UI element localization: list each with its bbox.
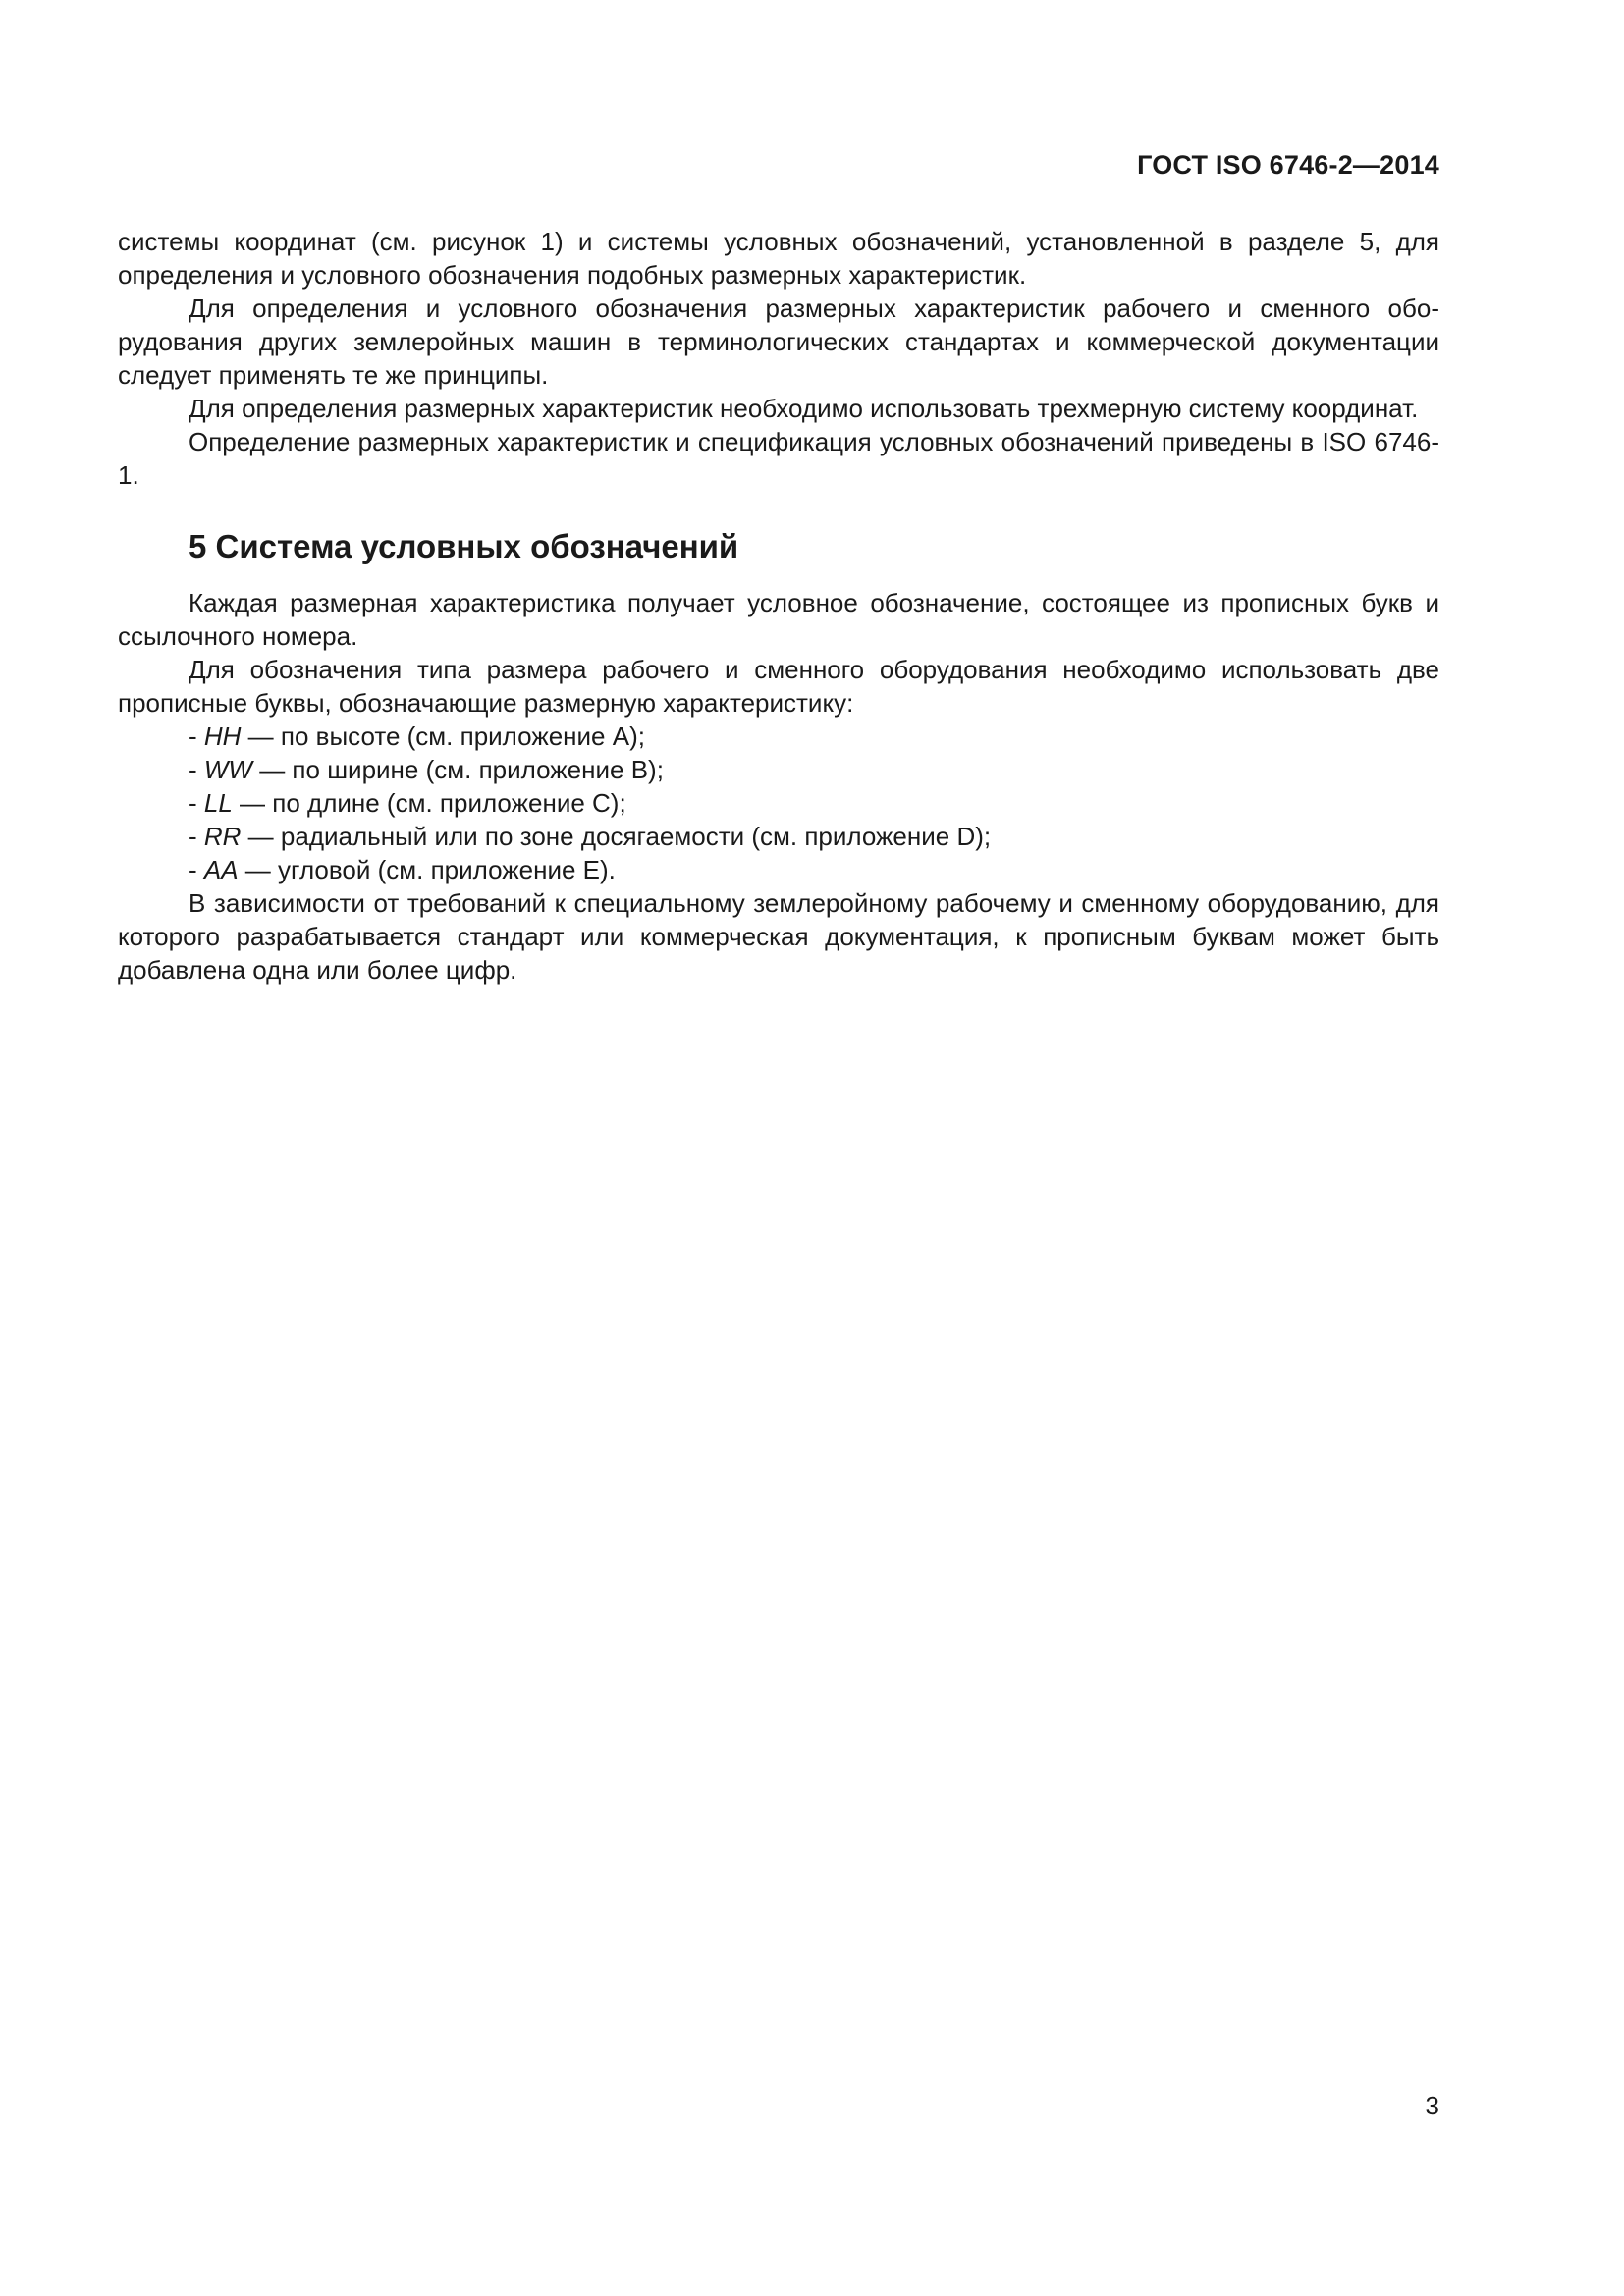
- document-header-id: ГОСТ ISO 6746-2—2014: [1137, 150, 1439, 180]
- section-5-title: 5 Система условных обозначений: [189, 528, 739, 564]
- designation-code: RR: [203, 822, 242, 851]
- paragraph-principles: Для определения и условного обозначения размерных характеристик рабочего и сменного оборудования других землеройных машин в терминологических стандартах и коммерческой документации следует применять те же принципы.: [118, 294, 1439, 390]
- paragraph-intro-continuation: системы координат (см. рисунок 1) и системы условных обозначений, установленной в разделе 5, для определения и условного обозначения подобных размерных характеристик.: [118, 227, 1439, 290]
- section-5-paragraph-3: В зависимости от требований к специальному землеройному рабочему и сменному оборудованию, для которого разрабатывается стандарт или коммерческая документация, к прописным буквам может быть добавлена одна или более цифр.: [118, 888, 1439, 985]
- section-5-paragraph-2: Для обозначения типа размера рабочего и сменного оборудования необходимо использовать две прописные буквы, обозначающие размерную характеристику:: [118, 655, 1439, 718]
- designation-code: AA: [203, 855, 239, 884]
- page-number: 3: [1425, 2091, 1439, 2120]
- designation-code: LL: [203, 788, 233, 818]
- designation-code: HH: [203, 721, 242, 751]
- list-item: - HH — по высоте (см. приложение А);: [189, 721, 645, 751]
- list-item: - AA — угловой (см. приложение Е).: [189, 855, 616, 884]
- list-item: - LL — по длине (см. приложение С);: [189, 788, 626, 818]
- document-body: [118, 225, 1439, 987]
- paragraph-reference-iso: Определение размерных характеристик и спецификация условных обозначений приведены в ISO 6746-1.: [118, 427, 1439, 490]
- designation-code: WW: [203, 755, 252, 784]
- paragraph-coordinate-system: Для определения размерных характеристик необходимо использовать трехмерную систему координат.: [189, 394, 1419, 423]
- list-item: - RR — радиальный или по зоне досягаемости (см. приложение D);: [189, 822, 992, 851]
- designation-list: [118, 720, 1439, 886]
- section-5-paragraph-1: Каждая размерная характеристика получает условное обозначение, состоящее из прописных букв и ссылочного номера.: [118, 588, 1439, 651]
- list-item: - WW — по ширине (см. приложение В);: [189, 755, 664, 784]
